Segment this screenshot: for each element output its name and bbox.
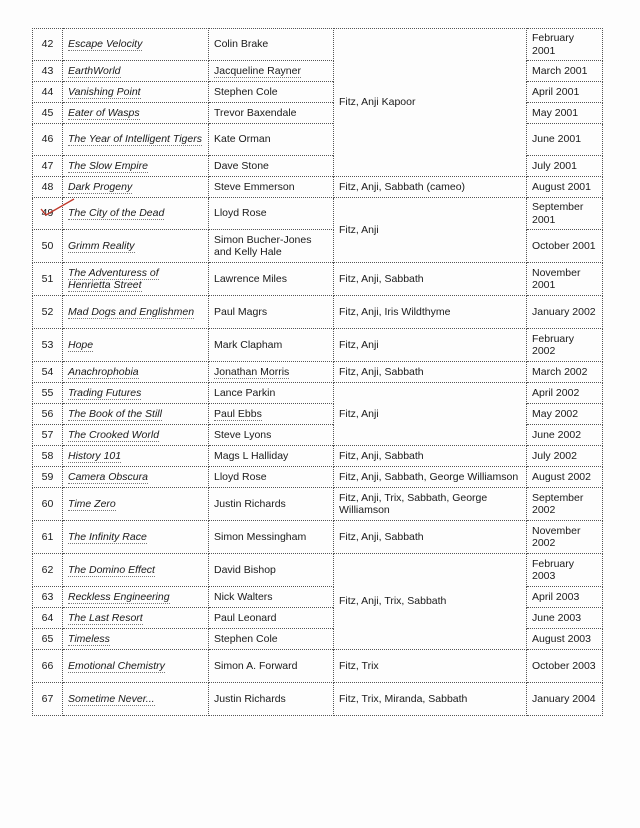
table-row [33,554,603,587]
book-title: Hope [63,329,209,362]
book-number: 56 [33,404,63,425]
book-author: Nick Walters [209,587,334,608]
companions-cell: Fitz, Anji, Trix, Sabbath, George Williamson [334,488,527,521]
book-title: Dark Progeny [63,177,209,198]
companions-cell: Fitz, Anji [334,329,527,362]
table-row [33,488,603,521]
book-title: Mad Dogs and Englishmen [63,296,209,329]
book-title: The Book of the Still [63,404,209,425]
book-title: The Year of Intelligent Tigers [63,124,209,156]
companions-cell: Fitz, Anji, Iris Wildthyme [334,296,527,329]
release-date: May 2002 [527,404,603,425]
book-number: 44 [33,82,63,103]
companions-cell: Fitz, Trix [334,650,527,683]
book-number: 55 [33,383,63,404]
book-title: Anachrophobia [63,362,209,383]
book-title: Vanishing Point [63,82,209,103]
book-author: Trevor Baxendale [209,103,334,124]
companions-cell: Fitz, Anji [334,383,527,446]
book-title: Trading Futures [63,383,209,404]
book-author: Jonathan Morris [209,362,334,383]
release-date: August 2002 [527,467,603,488]
release-date: April 2003 [527,587,603,608]
book-author: Steve Emmerson [209,177,334,198]
book-author: Dave Stone [209,156,334,177]
book-author: Lance Parkin [209,383,334,404]
book-number: 67 [33,683,63,716]
table-row [33,296,603,329]
table-row [33,521,603,554]
book-number: 57 [33,425,63,446]
book-number: 60 [33,488,63,521]
release-date: January 2004 [527,683,603,716]
book-number: 47 [33,156,63,177]
book-title: The Domino Effect [63,554,209,587]
book-author: Mark Clapham [209,329,334,362]
book-title: The Slow Empire [63,156,209,177]
book-author: Colin Brake [209,29,334,61]
release-date: September 2002 [527,488,603,521]
book-number: 66 [33,650,63,683]
companions-cell: Fitz, Anji, Sabbath (cameo) [334,177,527,198]
book-author: Simon Bucher-Jones and Kelly Hale [209,230,334,263]
book-number: 51 [33,263,63,296]
book-number: 48 [33,177,63,198]
book-number: 50 [33,230,63,263]
book-number: 53 [33,329,63,362]
companions-cell: Fitz, Anji, Sabbath, George Williamson [334,467,527,488]
book-title: History 101 [63,446,209,467]
book-author: Lawrence Miles [209,263,334,296]
companions-cell: Fitz, Anji, Sabbath [334,446,527,467]
book-author: Steve Lyons [209,425,334,446]
release-date: August 2001 [527,177,603,198]
table-row [33,29,603,61]
release-date: June 2003 [527,608,603,629]
book-list-table [32,28,603,716]
book-author: Jacqueline Rayner [209,61,334,82]
companions-cell: Fitz, Anji, Sabbath [334,362,527,383]
book-author: Lloyd Rose [209,198,334,230]
book-title: Emotional Chemistry [63,650,209,683]
release-date: November 2002 [527,521,603,554]
companions-cell: Fitz, Anji, Sabbath [334,521,527,554]
table-row [33,683,603,716]
companions-cell: Fitz, Anji, Sabbath [334,263,527,296]
release-date: June 2001 [527,124,603,156]
book-author: Simon A. Forward [209,650,334,683]
book-number: 46 [33,124,63,156]
table-row [33,198,603,230]
table-row [33,383,603,404]
book-author: Stephen Cole [209,82,334,103]
book-number: 59 [33,467,63,488]
companions-cell: Fitz, Anji, Trix, Sabbath [334,554,527,650]
release-date: March 2001 [527,61,603,82]
table-row [33,362,603,383]
book-title: EarthWorld [63,61,209,82]
book-title: The City of the Dead [63,198,209,230]
release-date: July 2001 [527,156,603,177]
book-number: 43 [33,61,63,82]
book-number: 65 [33,629,63,650]
book-title: The Crooked World [63,425,209,446]
book-author: Justin Richards [209,488,334,521]
companions-cell: Fitz, Trix, Miranda, Sabbath [334,683,527,716]
book-author: Paul Ebbs [209,404,334,425]
release-date: November 2001 [527,263,603,296]
release-date: April 2002 [527,383,603,404]
book-title: Grimm Reality [63,230,209,263]
table-row [33,650,603,683]
book-title: Escape Velocity [63,29,209,61]
release-date: August 2003 [527,629,603,650]
release-date: February 2002 [527,329,603,362]
release-date: February 2003 [527,554,603,587]
book-number: 61 [33,521,63,554]
release-date: February 2001 [527,29,603,61]
book-author: Lloyd Rose [209,467,334,488]
book-title: Time Zero [63,488,209,521]
book-number: 63 [33,587,63,608]
book-author: Paul Leonard [209,608,334,629]
table-row [33,177,603,198]
release-date: September 2001 [527,198,603,230]
book-number: 64 [33,608,63,629]
book-author: Justin Richards [209,683,334,716]
book-author: Simon Messingham [209,521,334,554]
book-title: The Adventuress of Henrietta Street [63,263,209,296]
release-date: October 2001 [527,230,603,263]
release-date: April 2001 [527,82,603,103]
release-date: July 2002 [527,446,603,467]
companions-cell: Fitz, Anji Kapoor [334,29,527,177]
book-author: David Bishop [209,554,334,587]
book-number: 62 [33,554,63,587]
book-number: 42 [33,29,63,61]
book-title: Sometime Never... [63,683,209,716]
book-number: 52 [33,296,63,329]
release-date: March 2002 [527,362,603,383]
table-row [33,467,603,488]
book-title: The Infinity Race [63,521,209,554]
book-number: 58 [33,446,63,467]
release-date: October 2003 [527,650,603,683]
book-author: Kate Orman [209,124,334,156]
book-author: Paul Magrs [209,296,334,329]
table-row [33,263,603,296]
companions-cell: Fitz, Anji [334,198,527,263]
book-number: 45 [33,103,63,124]
book-number: 54 [33,362,63,383]
book-title: The Last Resort [63,608,209,629]
book-title: Reckless Engineering [63,587,209,608]
release-date: May 2001 [527,103,603,124]
table-row [33,329,603,362]
release-date: January 2002 [527,296,603,329]
table-row [33,446,603,467]
book-title: Eater of Wasps [63,103,209,124]
book-title: Camera Obscura [63,467,209,488]
book-author: Stephen Cole [209,629,334,650]
book-number: 49 [33,198,63,230]
release-date: June 2002 [527,425,603,446]
book-author: Mags L Halliday [209,446,334,467]
book-title: Timeless [63,629,209,650]
